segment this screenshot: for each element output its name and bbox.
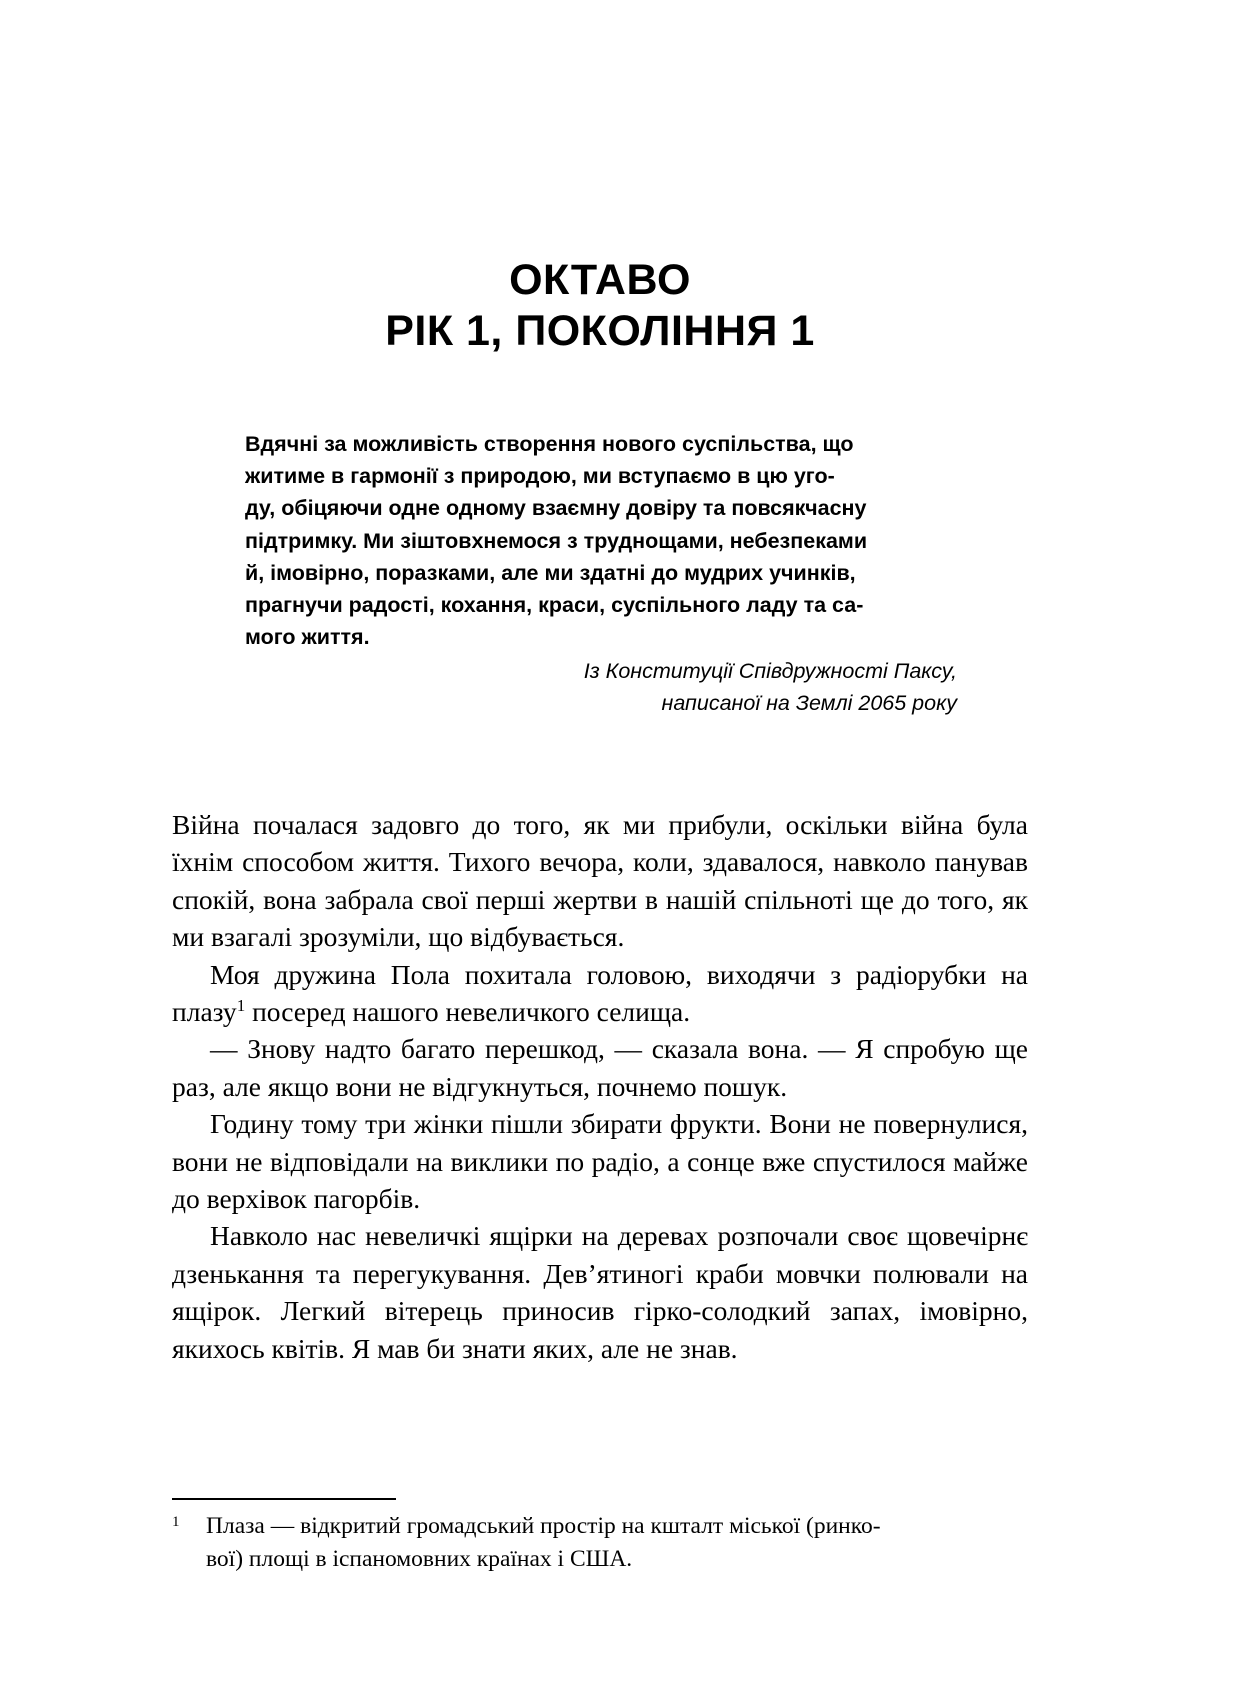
epigraph-attribution — [245, 655, 957, 719]
chapter-title-primary: ОКТАВО — [509, 256, 691, 304]
footnote-line: вої) площі в іспаномовних країнах і США. — [206, 1546, 633, 1572]
body-text — [172, 806, 1028, 1367]
body-paragraph: Війна почалася задовго до того, як ми прибули, оскільки війна була їхнім способом життя. Тихого вечора, коли, здавалося, навколо панував спокій, вона забрала свої перші жертви в нашій спільноті ще до того, як ми взагалі зрозуміли, що відбувається. — [172, 809, 1028, 953]
epigraph-line: й, імовірно, поразками, але ми здатні до мудрих учинків, — [245, 560, 856, 585]
epigraph-line: прагнучи радості, кохання, краси, суспільного ладу та са- — [245, 593, 864, 618]
attribution-line: написаної на Землі 2065 року — [661, 691, 957, 715]
footnote-line: Плаза — відкритий громадський простір на кшталт міської (ринко- — [206, 1513, 881, 1539]
attribution-line: Із Конституції Співдружності Паксу, — [583, 659, 957, 683]
body-paragraph-with-footnote — [172, 956, 1028, 1031]
epigraph-line: житиме в гармонії з природою, ми вступаємо в цю уго- — [245, 464, 835, 489]
body-paragraph: — Знову надто багато перешкод, — сказала вона. — Я спробую ще раз, але якщо вони не відгукнуться, почнемо пошук. — [172, 1033, 1028, 1102]
footnote-area — [172, 1498, 1028, 1576]
footnote-entry — [172, 1510, 1028, 1576]
footnote-separator-rule — [172, 1498, 396, 1500]
paragraph-text-before-footnote: Моя дружина Пола похитала головою, виходячи з радіорубки на плазу — [172, 958, 1028, 1028]
body-paragraph: Навколо нас невеличкі ящірки на деревах розпочали своє щовечірнє дзенькання та перегукування. Дев’ятиногі краби мовчки полювали на ящірок. Легкий вітерець приносив гірко-солодкий запах, імовірно, якихось квітів. Я мав би знати яких, але не знав. — [172, 1220, 1028, 1364]
epigraph-line: Вдячні за можливість створення нового суспільства, що — [245, 432, 854, 456]
paragraph-text-after-footnote: посеред нашого невеличкого селища. — [245, 996, 691, 1028]
epigraph-line: підтримку. Ми зіштовхнемося з труднощами, небезпеками — [245, 528, 868, 553]
chapter-title-secondary: РІК 1, ПОКОЛІННЯ 1 — [385, 307, 815, 355]
epigraph-line: мого життя. — [245, 625, 370, 650]
footnote-reference-marker[interactable]: 1 — [236, 995, 246, 1015]
body-paragraph: Годину тому три жінки пішли збирати фрукти. Вони не повернулися, вони не відповідали на виклики по радіо, а сонце вже спустилося майже до верхівок пагорбів. — [172, 1108, 1028, 1215]
chapter-title-block — [172, 255, 1028, 357]
footnote-number: 1 — [172, 1514, 180, 1530]
epigraph-line: ду, обіцяючи одне одному взаємну довіру та повсякчасну — [245, 496, 867, 521]
epigraph-block — [245, 428, 957, 653]
